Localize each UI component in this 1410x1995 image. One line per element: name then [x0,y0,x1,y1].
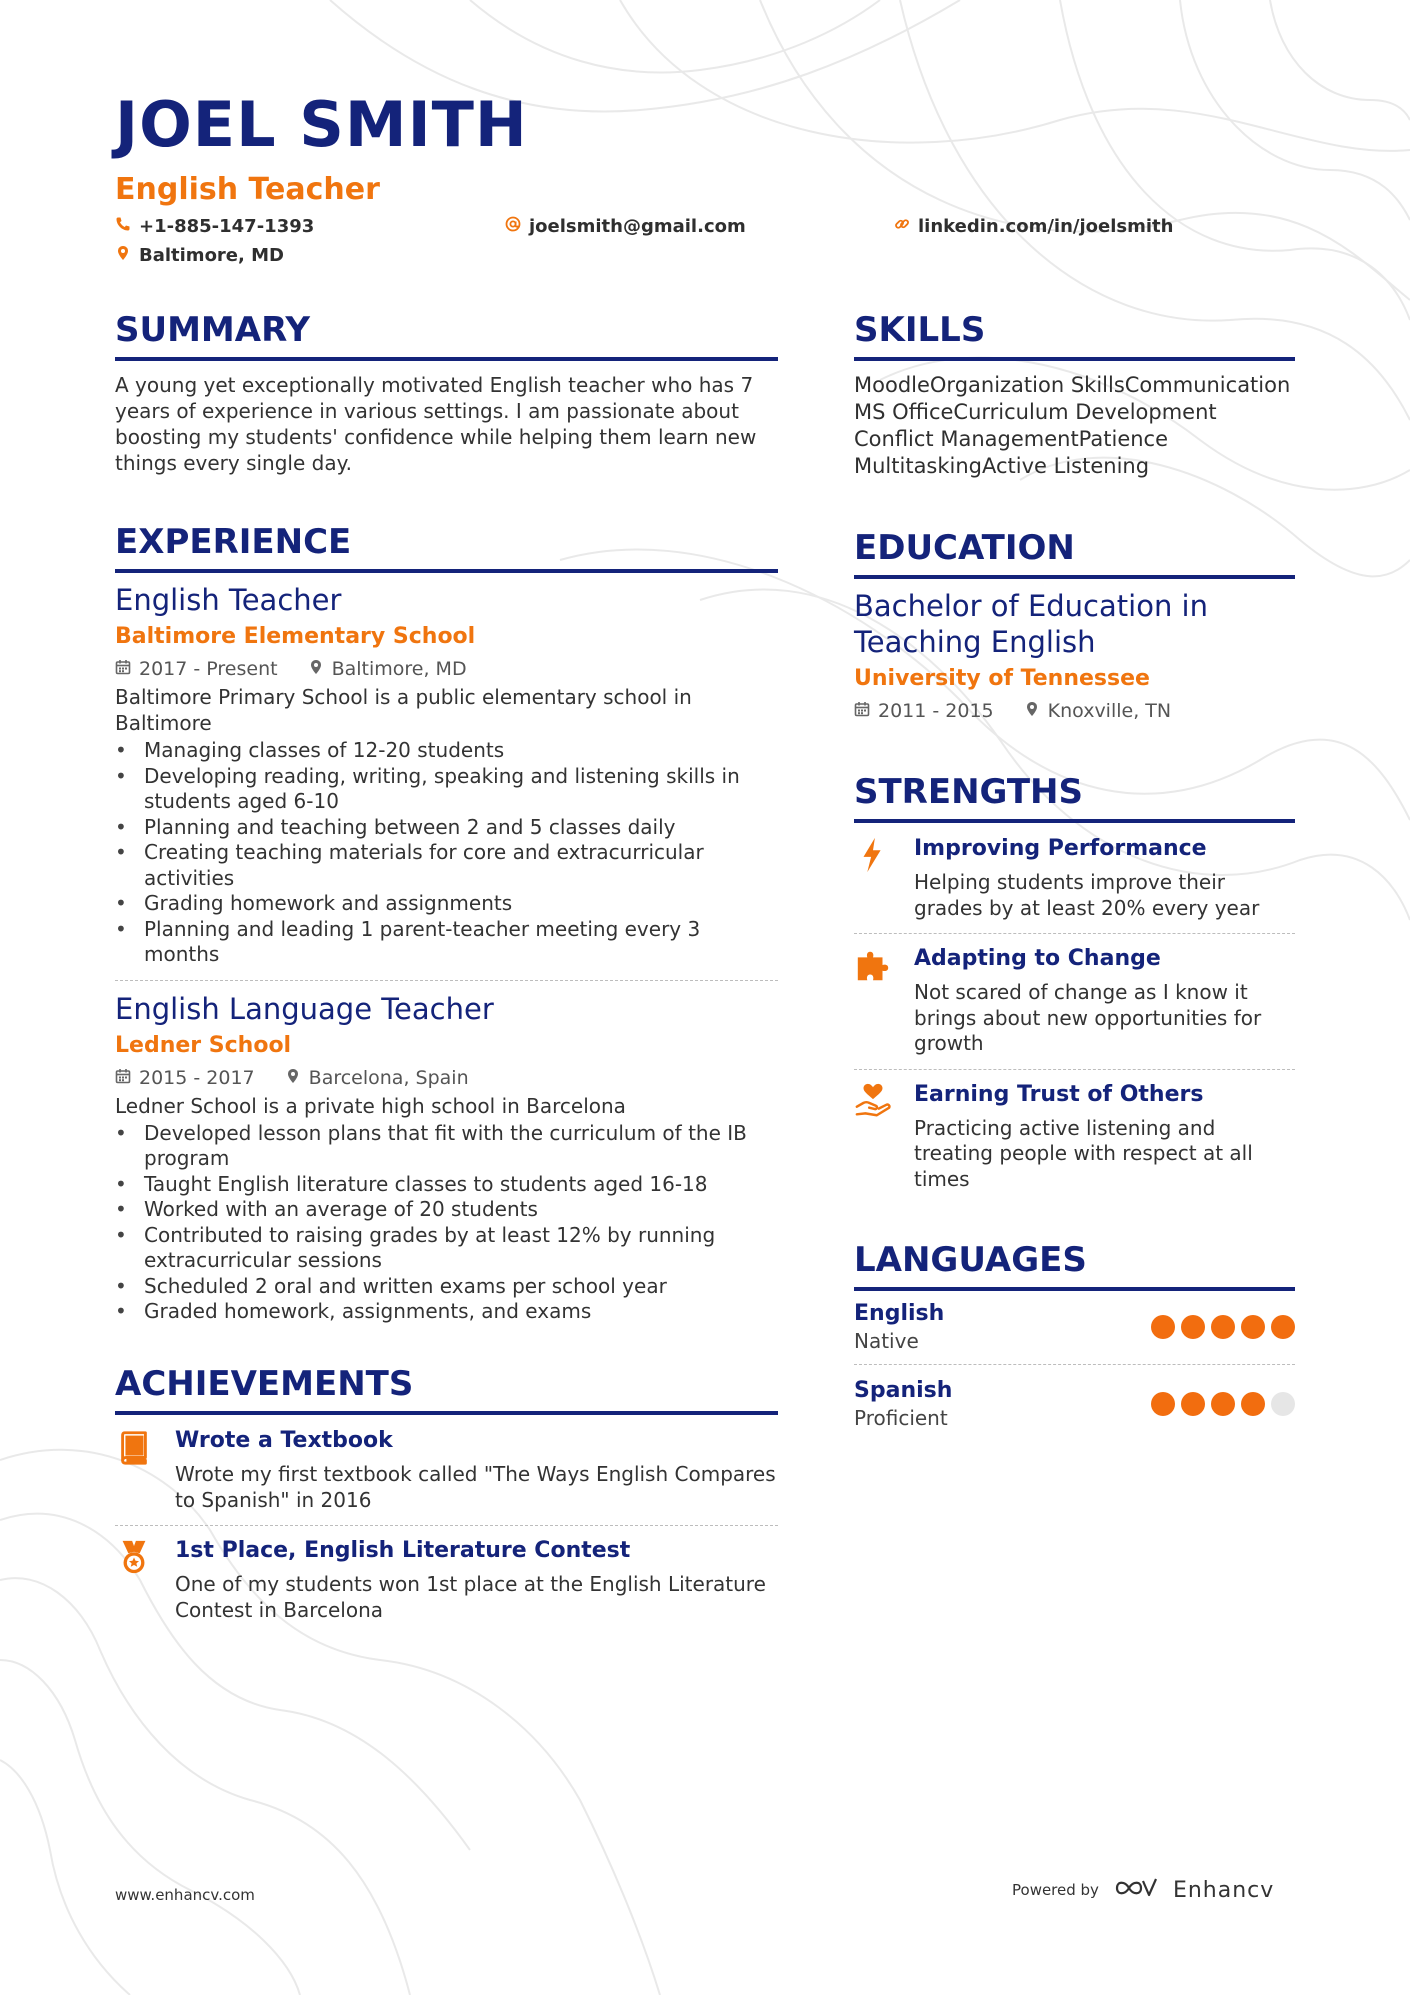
divider [854,933,1295,934]
bullet-item: • Grading homework and assignments [115,891,778,917]
bullet-item: • Planning and teaching between 2 and 5 classes daily [115,815,778,841]
language-level: Native [854,1329,919,1353]
languages-list [854,1300,1295,1431]
email-text: joelsmith@gmail.com [529,216,746,237]
achievement-desc: One of my students won 1st place at the English Literature Contest in Barcelona [175,1572,766,1622]
location-text: Baltimore, MD [139,245,284,266]
languages-heading: LANGUAGES [854,1240,1295,1291]
strength-title: Improving Performance [914,836,1207,861]
strengths-list [854,834,1295,1192]
bullet-item: • Scheduled 2 oral and written exams per school year [115,1274,778,1300]
company-name: Baltimore Elementary School [115,624,476,649]
rating-dot-filled [1151,1315,1175,1339]
rating-dot-filled [1211,1392,1235,1416]
achievement-item [115,1426,778,1513]
job-title: English Teacher [115,583,342,617]
hand-heart-icon [854,1080,896,1193]
bullet-item: • Worked with an average of 20 students [115,1197,778,1223]
education-dates: 2011 - 2015 [878,700,994,722]
location-pin-icon [115,245,131,266]
linkedin-text: linkedin.com/in/joelsmith [918,216,1174,237]
footer-website[interactable]: www.enhancv.com [115,1886,255,1904]
lightning-icon [854,834,896,921]
calendar-icon [115,658,131,680]
education-meta [854,700,1295,722]
puzzle-icon [854,944,896,1057]
rating-dot-filled [1181,1315,1205,1339]
location-pin-icon [1024,700,1040,722]
medal-icon [115,1536,157,1623]
education-location: Knoxville, TN [1047,700,1172,722]
location-pin-icon [285,1067,301,1089]
strength-desc: Not scared of change as I know it brings about new opportunities for growth [914,980,1262,1055]
skills-line: Conflict ManagementPatience [854,427,1169,451]
rating-dot-filled [1151,1392,1175,1416]
divider [854,1364,1295,1365]
bullet-item: • Developed lesson plans that fit with the curriculum of the IB program [115,1121,778,1172]
achievement-item [115,1536,778,1623]
location-pin-icon [308,658,324,680]
divider [115,1525,778,1526]
job-bullets [115,1121,778,1325]
rating-dot-empty [1271,1392,1295,1416]
strength-title: Adapting to Change [914,946,1161,971]
footer-brand[interactable] [1012,1875,1274,1905]
job-meta [115,1067,778,1089]
divider [854,1069,1295,1070]
bullet-item: • Managing classes of 12-20 students [115,738,778,764]
job-location: Baltimore, MD [331,658,467,680]
achievement-title: Wrote a Textbook [175,1428,393,1453]
job-entry [115,582,778,968]
strength-item [854,944,1295,1057]
calendar-icon [115,1067,131,1089]
strength-item [854,1080,1295,1193]
job-description: Baltimore Primary School is a public elementary school in Baltimore [115,685,692,735]
language-name: Spanish [854,1378,953,1403]
bullet-item: • Contributed to raising grades by at least 12% by running extracurricular sessions [115,1223,778,1274]
strength-item [854,834,1295,921]
candidate-role: English Teacher [115,172,380,207]
skills-line: MultitaskingActive Listening [854,454,1150,478]
strength-title: Earning Trust of Others [914,1081,1204,1107]
contact-location [115,245,284,266]
summary-text: A young yet exceptionally motivated English teacher who has 7 years of experience in various settings. I am passionate about boosting my students' confidence while helping them learn new things every single day. [115,373,757,475]
degree-title: Bachelor of Education in Teaching English [854,589,1208,659]
education-heading: EDUCATION [854,528,1295,579]
language-rating [1151,1315,1295,1339]
strength-desc: Helping students improve their grades by at least 20% every year [914,870,1260,920]
job-title: English Language Teacher [115,991,494,1026]
skills-list [854,372,1304,480]
rating-dot-filled [1241,1392,1265,1416]
skills-line: MS OfficeCurriculum Development [854,400,1217,424]
language-level: Proficient [854,1406,948,1430]
bullet-item: • Developing reading, writing, speaking and listening skills in students aged 6-10 [115,764,778,815]
job-location: Barcelona, Spain [308,1066,469,1089]
strengths-heading: STRENGTHS [854,772,1295,823]
rating-dot-filled [1181,1392,1205,1416]
language-item [854,1377,1295,1431]
job-dates: 2017 - Present [139,658,278,680]
achievement-title: 1st Place, English Literature Contest [175,1538,631,1563]
achievements-list [115,1426,778,1623]
school-name: University of Tennessee [854,666,1150,691]
education-entry [854,588,1295,726]
skills-heading: SKILLS [854,310,1295,361]
bullet-item: • Creating teaching materials for core and extracurricular activities [115,840,778,891]
experience-heading: EXPERIENCE [115,522,778,573]
contact-phone[interactable] [115,216,314,237]
brand-name: Enhancv [1172,1877,1275,1903]
enhancv-logo-icon [1113,1875,1159,1905]
job-entry [115,991,778,1325]
rating-dot-filled [1211,1315,1235,1339]
candidate-name: JOEL SMITH [115,88,528,161]
divider [115,980,778,981]
phone-text: +1-885-147-1393 [139,216,315,237]
bullet-item: • Planning and leading 1 parent-teacher meeting every 3 months [115,917,778,968]
powered-by-label: Powered by [1012,1881,1099,1899]
contact-email[interactable] [505,216,746,237]
rating-dot-filled [1241,1315,1265,1339]
bullet-item: • Taught English literature classes to students aged 16-18 [115,1172,778,1198]
link-icon [894,216,910,237]
calendar-icon [854,700,870,722]
achievements-heading: ACHIEVEMENTS [115,1364,778,1415]
experience-list [115,582,778,1325]
language-name: English [854,1301,945,1326]
company-name: Ledner School [115,1032,292,1058]
job-dates: 2015 - 2017 [139,1066,255,1089]
skills-line: MoodleOrganization SkillsCommunication [854,373,1291,397]
strength-desc: Practicing active listening and treating people with respect at all times [914,1115,1253,1191]
book-icon [115,1426,157,1513]
language-item [854,1300,1295,1354]
bullet-item: • Graded homework, assignments, and exams [115,1299,778,1325]
contact-linkedin[interactable] [894,216,1173,237]
phone-icon [115,216,131,237]
rating-dot-filled [1271,1315,1295,1339]
summary-heading: SUMMARY [115,310,778,361]
job-description: Ledner School is a private high school in Barcelona [115,1093,626,1118]
language-rating [1151,1392,1295,1416]
job-meta [115,658,778,680]
achievement-desc: Wrote my first textbook called "The Ways English Compares to Spanish" in 2016 [175,1462,776,1512]
job-bullets [115,738,778,968]
at-icon [505,216,521,237]
